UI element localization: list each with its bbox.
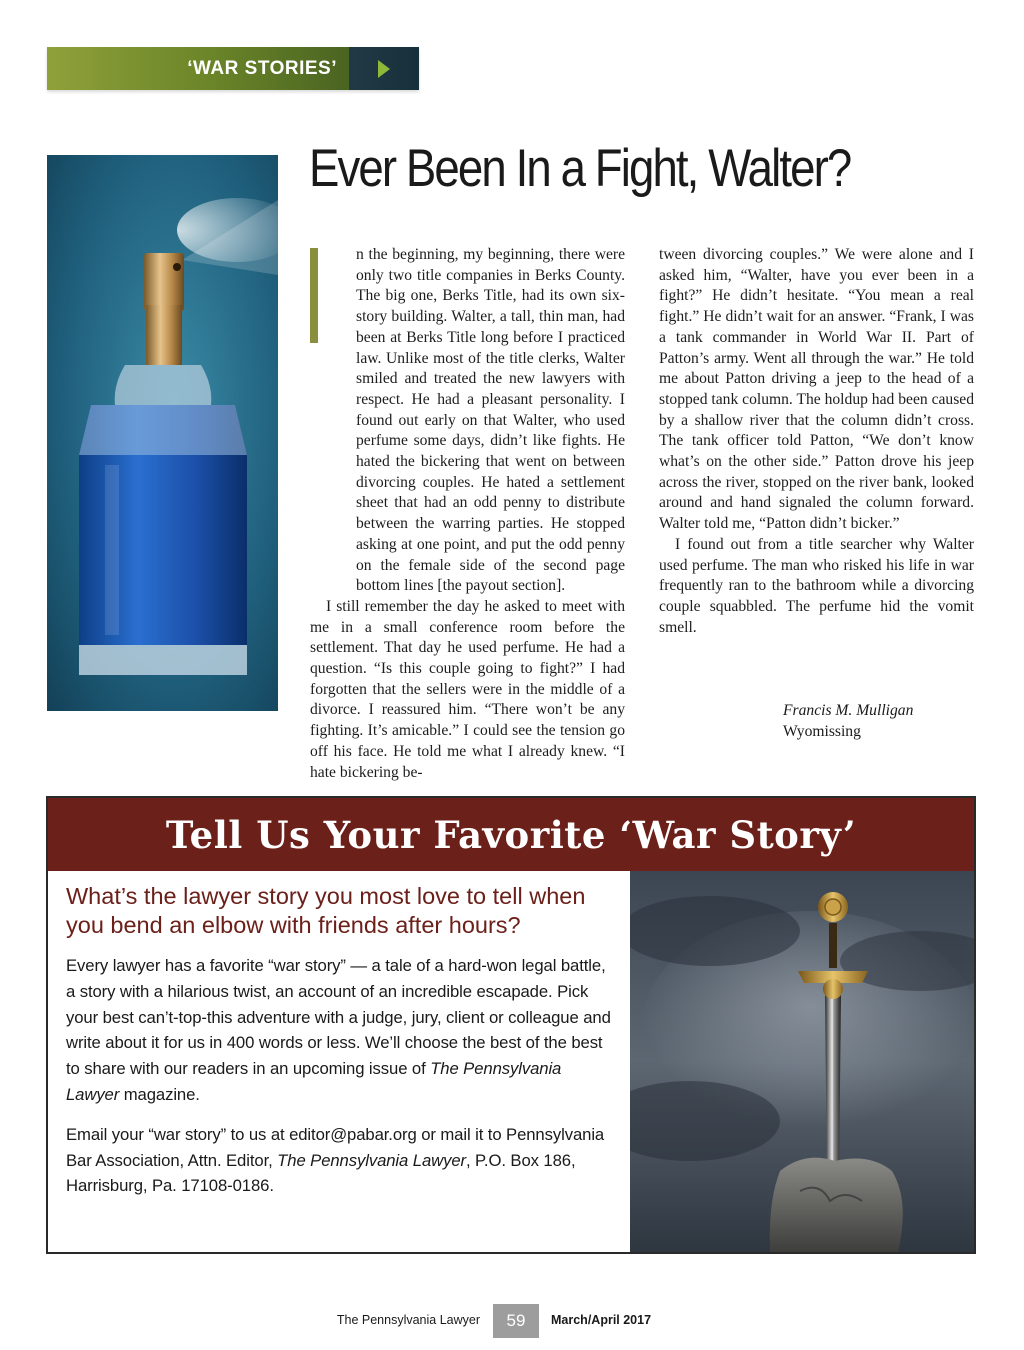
page-footer <box>0 1304 1024 1338</box>
author-name: Francis M. Mulligan <box>783 702 914 719</box>
callout-body-1 <box>66 953 611 1108</box>
callout-body-1-end: magazine. <box>119 1084 200 1104</box>
drop-cap <box>310 248 318 343</box>
callout-body-1-text: Every lawyer has a favorite “war story” — a tale of a hard-won legal battle, a story with a hilarious twist, an account of an incredible escapade. Pick your best can’t-top-this adventure with a judge, jury, client or colleague and write about it for us in 400 words or less. We’ll choose the best of the best to share with our readers in an upcoming issue of <box>66 956 611 1079</box>
article-column-1 <box>310 245 625 783</box>
magazine-title: The Pennsylvania Lawyer <box>66 1059 562 1104</box>
publication-name: The Pennsylvania Lawyer <box>336 1313 480 1327</box>
callout-header: Tell Us Your Favorite ‘War Story’ <box>48 798 974 871</box>
sword-in-stone-image <box>630 871 974 1252</box>
callout-question: What’s the lawyer story you most love to tell when you bend an elbow with friends after hours? <box>66 883 586 938</box>
callout-body-2-end: , P.O. Box 186, Harrisburg, Pa. 17108-0186. <box>66 1150 576 1196</box>
article-paragraph-1: n the beginning, my beginning, there were only two title companies in Berks County. The big one, Berks Title, had its own six-story building. Walter, a tall, thin man, had been at Berks Title long before I practiced law. Unlike most of the title clerks, Walter smiled and treated the new lawyers with respect. He had a pleasant personality. I found out early on that Walter, who used perfume some days, didn’t like fights. He hated the bickering that went on between divorcing couples. He hated a settlement sheet that had an odd penny to distribute between the warring parties. He stopped asking at one point, and put the odd penny on the female side of the second page bottom lines [the payout section]. <box>356 246 625 595</box>
callout-text <box>66 882 611 1213</box>
arrow-right-icon <box>349 47 419 90</box>
article-column-2 <box>659 245 974 638</box>
magazine-title: The Pennsylvania Lawyer <box>277 1150 466 1170</box>
article-paragraph-3: tween divorcing couples.” We were alone and I asked him, “Walter, have you ever been in a fight?” He didn’t hesitate. “You mean a real fight.” He didn’t wait for an answer. “Frank, I was a tank commander in World War II. Part of Patton’s army. Went all through the war.” He told me about Patton driving a jeep to the head of a stopped tank column. The holdup had been caused by a shallow river that the column didn’t cross. The tank officer told Patton, “We don’t know what’s on the other side.” Patton drove his jeep across the river, stopped on the river bank, looked around and hand signaled the column forward. Walter told me, “Patton didn’t bicker.” <box>659 246 974 533</box>
callout-body-2-text: Email your “war story” to us at editor@pabar.org or mail it to Pennsylvania Bar Association, Attn. Editor, <box>66 1124 605 1170</box>
issue-date: March/April 2017 <box>551 1313 652 1327</box>
article-paragraph-2: I still remember the day he asked to meet with me in a small conference room before the settlement. That day he used perfume. He had a question. “Is this couple going to fight?” I had forgotten that the sellers were in the middle of a divorce. I reassured him. “There won’t be any fighting. It’s amicable.” I could see the tension go off his face. He told me what I already knew. “I hate bickering be- <box>310 597 625 781</box>
section-banner <box>47 47 419 90</box>
article-title: Ever Been In a Fight, Walter? <box>309 139 851 198</box>
section-label: ‘WAR STORIES’ <box>47 47 349 90</box>
page-number: 59 <box>493 1304 539 1338</box>
callout-body-2 <box>66 1122 611 1199</box>
perfume-bottle-image <box>47 155 278 711</box>
author-signoff <box>783 700 913 742</box>
article-paragraph-4: I found out from a title searcher why Walter used perfume. The man who risked his life in war frequently ran to the bathroom while a divorcing couple squabbled. The perfume hid the vomit smell. <box>659 535 974 636</box>
author-location: Wyomissing <box>783 723 861 740</box>
war-story-callout <box>46 796 976 1254</box>
